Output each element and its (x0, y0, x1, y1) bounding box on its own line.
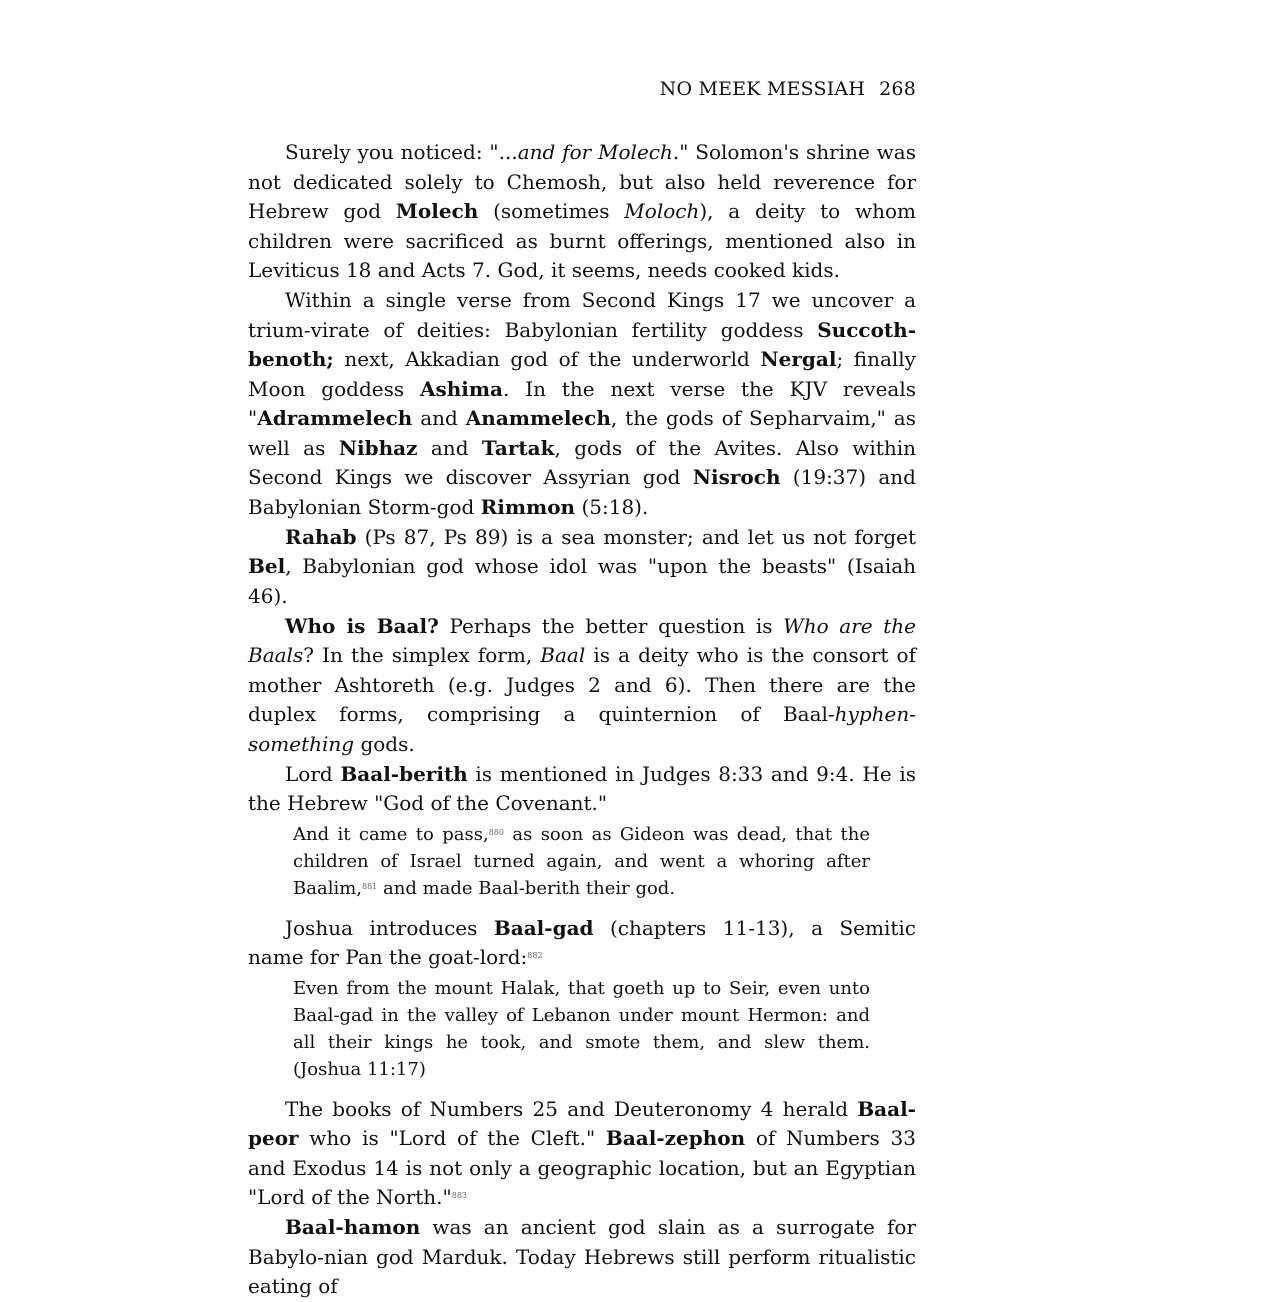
bold-term: Baal-peor (248, 1096, 916, 1150)
bold-term: Rahab (285, 524, 357, 549)
bold-term: Anammelech (465, 406, 611, 430)
footnote-ref: 880 (488, 827, 504, 837)
paragraph: Baal-hamon was an ancient god slain as a surrogate for Babylo-nian god Marduk. Today Hebrews still perform ritualistic eating of (248, 1215, 916, 1298)
block-quote: Even from the mount Halak, that goeth up to Seir, even unto Baal-gad in the valley of Lebanon under mount Hermon: and all their kings he took, and smote them, and slew them. (Joshua 11:17) (293, 977, 870, 1080)
italic-text: Who are the Baals (248, 613, 916, 667)
running-head (248, 78, 916, 106)
block-quote: And it came to pass,$^{880}$ as soon as Gideon was dead, that the children of Israel turned again, and went a whoring after Baalim,$^{881}$ and made Baal-berith their god. (293, 823, 870, 899)
footnote-ref: 883 (451, 1191, 468, 1200)
bold-term: Who is Baal? (285, 613, 439, 638)
paragraph: The books of Numbers 25 and Deuteronomy 4 herald Baal-peor who is "Lord of the Cleft." Baal-zephon of Numbers 33 and Exodus 14 is not only a geographic location, but an Egyptian "Lord of the North."$^{883}$ (248, 1096, 916, 1209)
italic-text: hyphen-something (248, 702, 916, 756)
italic-text: ...and for Molech (498, 140, 673, 164)
bold-term: Nisroch (692, 465, 781, 489)
bold-term: Baal-gad (493, 915, 594, 940)
bold-term: Succoth-benoth; (248, 317, 916, 371)
bold-term: Bel (248, 554, 286, 578)
footnote-ref: 881 (362, 881, 378, 891)
body-text (248, 138, 916, 1302)
paragraph: Rahab (Ps 87, Ps 89) is a sea monster; and let us not forget Bel, Babylonian god whose idol was "upon the beasts" (Isaiah 46). (248, 524, 916, 608)
bold-term: Adrammelech (257, 406, 413, 430)
italic-text: Baal (540, 643, 586, 667)
bold-term: Ashima (419, 376, 504, 401)
bold-term: Rimmon (480, 494, 576, 519)
paragraph: Lord Baal-berith is mentioned in Judges 8:33 and 9:4. He is the Hebrew "God of the Covenant." (248, 761, 917, 815)
page-number: 268 (879, 78, 916, 100)
paragraph: Surely you noticed: "...and for Molech." Solomon's shrine was not dedicated solely to Chemosh, but also held reverence for Hebrew god Molech (sometimes Moloch), a deity to whom children were sacrificed as burnt offerings, mentioned also in Leviticus 18 and Acts 7. God, it seems, needs cooked kids. (248, 140, 916, 282)
bold-term: Nergal (760, 347, 837, 371)
bold-term: Baal-zephon (605, 1126, 746, 1150)
bold-term: Tartak (481, 435, 555, 460)
bold-term: Molech (395, 199, 479, 223)
bold-term: Baal-berith (340, 761, 468, 786)
book-title: NO MEEK MESSIAH (659, 78, 866, 100)
footnote-ref: 882 (527, 951, 543, 960)
bold-term: Baal-hamon (285, 1215, 421, 1239)
book-page (248, 78, 916, 1302)
bold-term: Nibhaz (338, 435, 418, 460)
paragraph: Within a single verse from Second Kings 17 we uncover a trium-virate of deities: Babylonian fertility goddess Succoth-benoth; next, Akkadian god of the underworld Nergal; finally Moon goddess Ashima. In the next verse the KJV reveals "Adrammelech and Anammelech, the gods of Sepharvaim," as well as Nibhaz and Tartak, gods of the Avites. Also within Second Kings we discover Assyrian god Nisroch (19:37) and Babylonian Storm-god Rimmon (5:18). (248, 288, 916, 519)
paragraph: Joshua introduces Baal-gad (chapters 11-13), a Semitic name for Pan the goat-lord:$^{882}$ (248, 915, 916, 969)
italic-text: Moloch (624, 199, 700, 223)
paragraph: Who is Baal? Perhaps the better question is Who are the Baals? In the simplex form, Baal is a deity who is the consort of mother Ashtoreth (e.g. Judges 2 and 6). Then there are the duplex forms, comprising a quinternion of Baal-hyphen-something gods. (248, 613, 916, 756)
